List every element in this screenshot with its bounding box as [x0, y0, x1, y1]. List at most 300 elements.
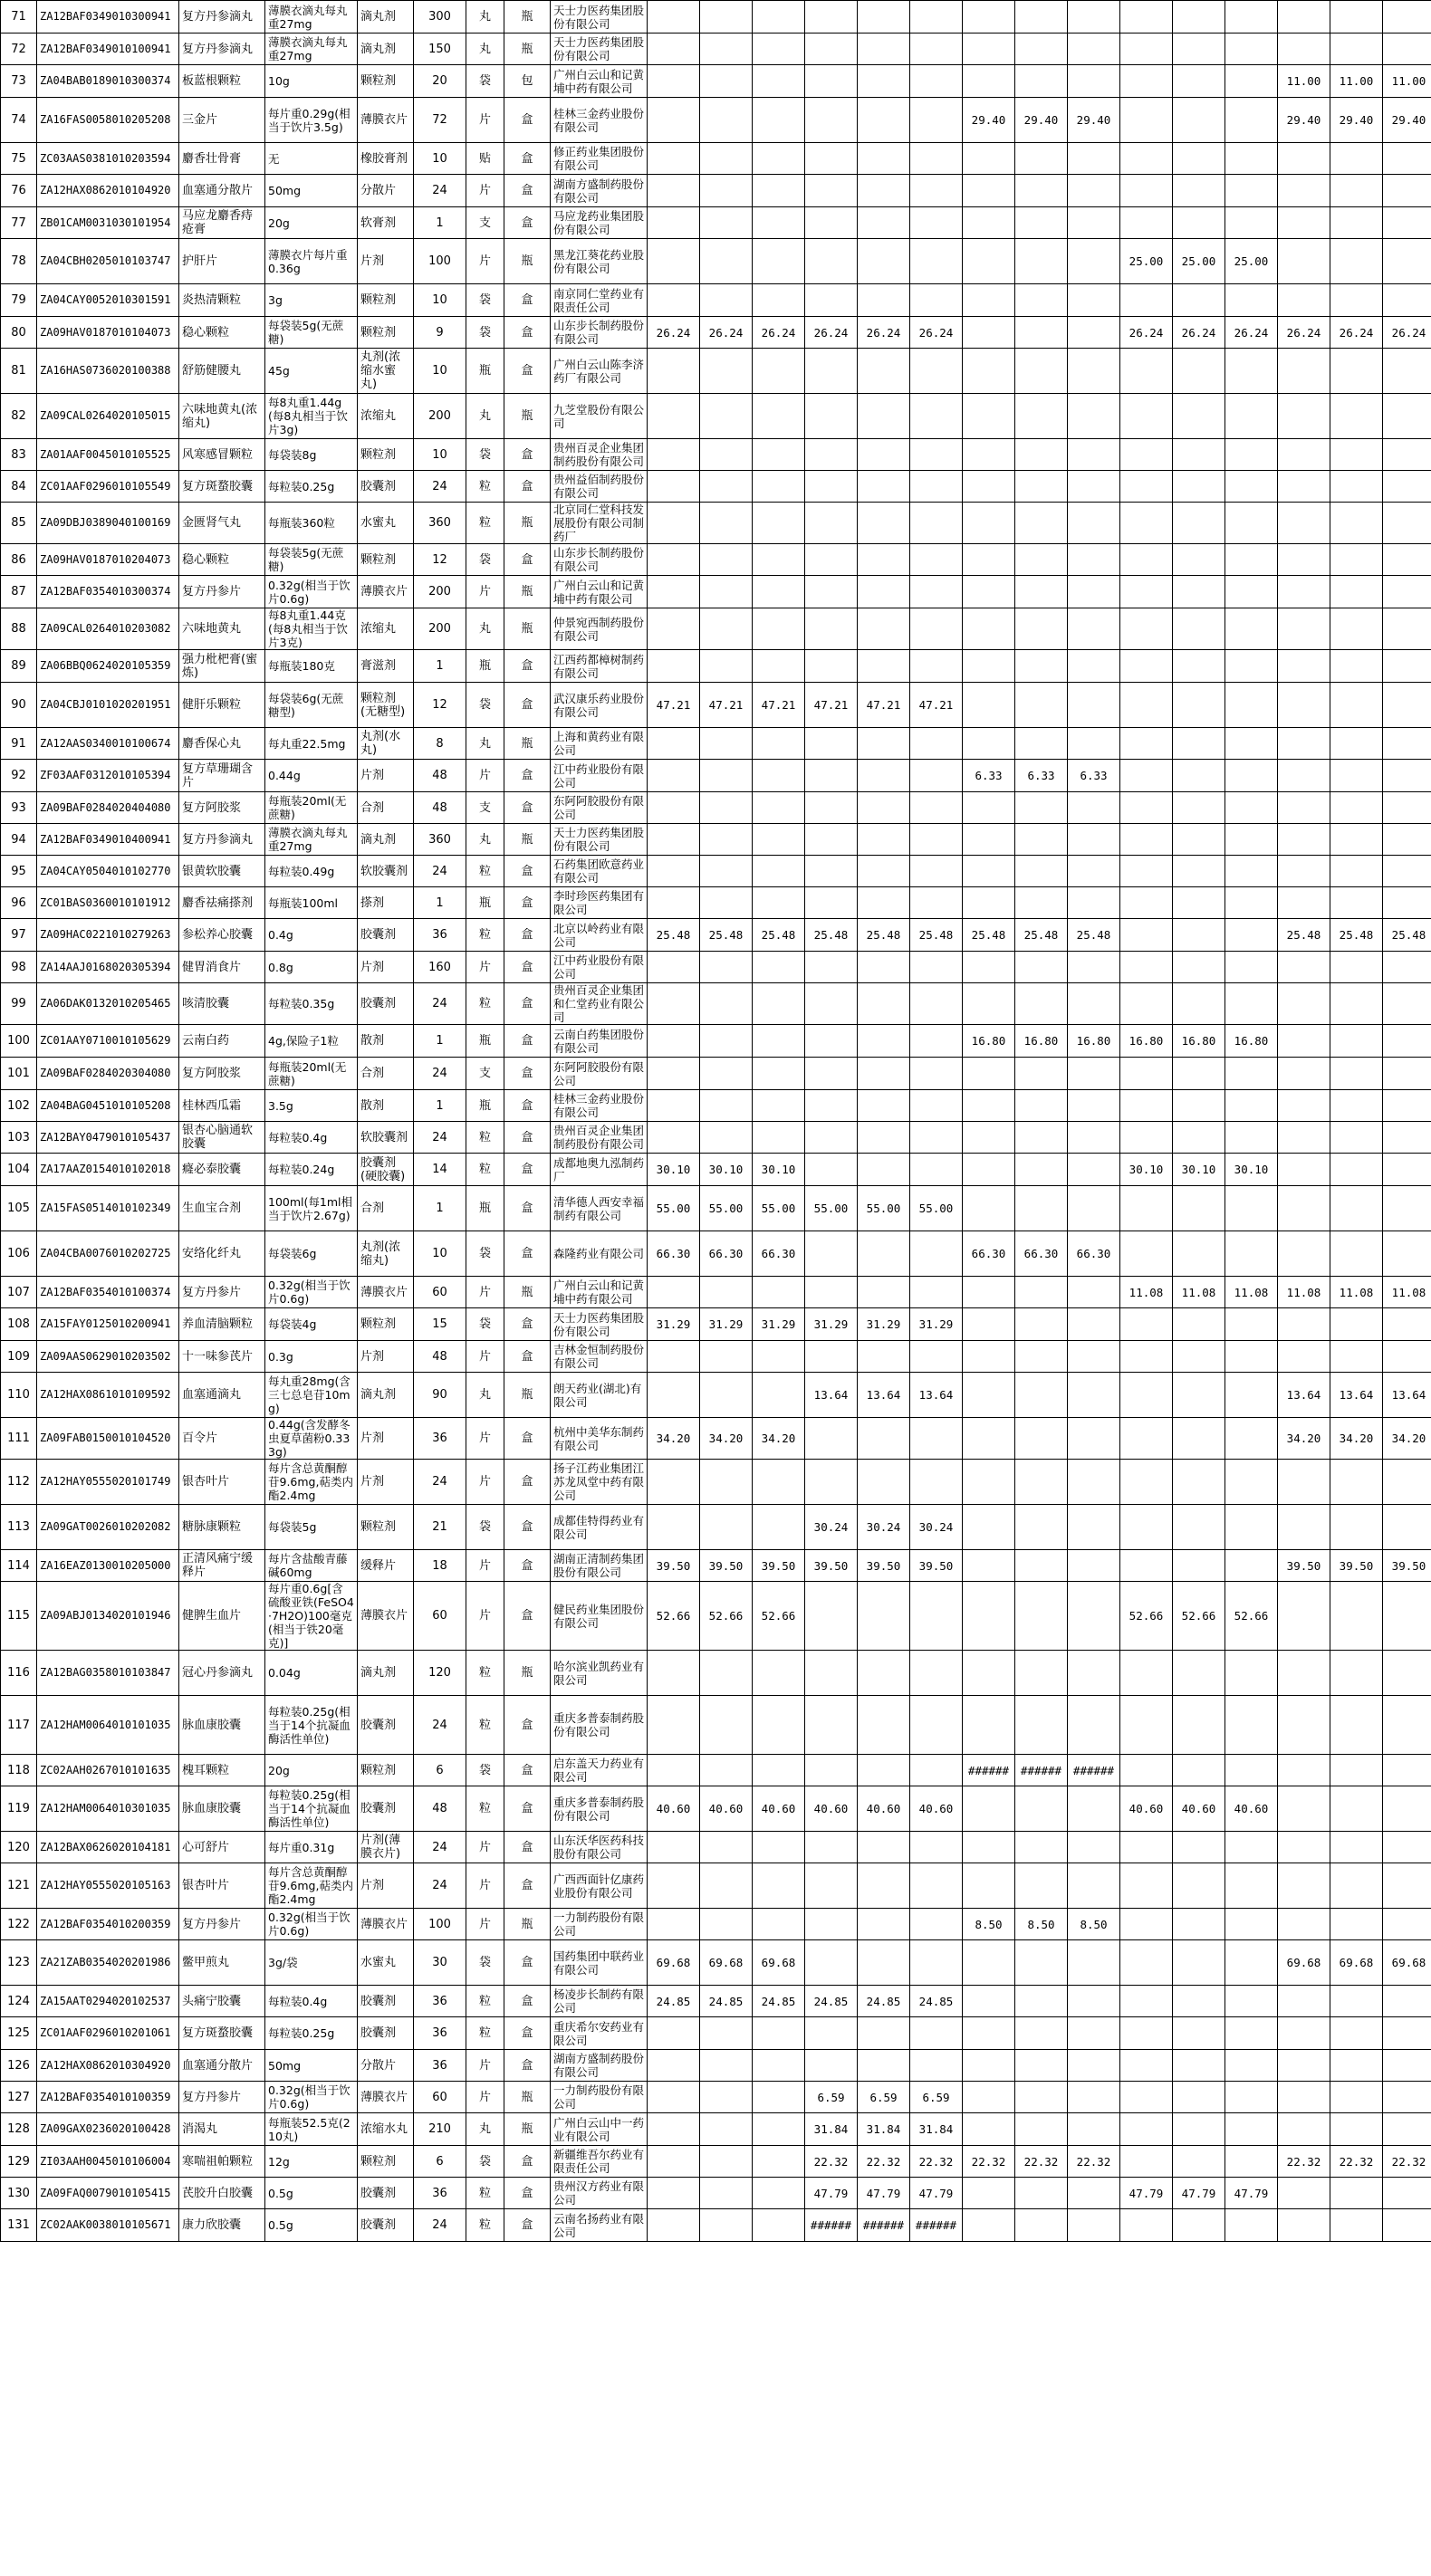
cell-price[interactable]: [1330, 1582, 1383, 1651]
cell-price[interactable]: [1068, 728, 1120, 760]
cell-price[interactable]: 52.66: [648, 1582, 700, 1651]
cell-price[interactable]: [963, 683, 1015, 728]
cell-price[interactable]: [805, 1025, 858, 1058]
cell-form[interactable]: 片剂: [358, 239, 414, 284]
cell-count[interactable]: 60: [414, 1277, 466, 1308]
cell-price[interactable]: 66.30: [1068, 1231, 1120, 1277]
cell-price[interactable]: 26.24: [1278, 317, 1330, 349]
cell-price[interactable]: [1278, 1909, 1330, 1940]
cell-form[interactable]: 滴丸剂: [358, 1651, 414, 1696]
cell-price[interactable]: [648, 1122, 700, 1154]
cell-price[interactable]: [1383, 1651, 1431, 1696]
cell-code[interactable]: ZI03AAH0045010106004: [37, 2146, 179, 2178]
cell-price[interactable]: [1015, 1550, 1068, 1582]
cell-price[interactable]: [1015, 1418, 1068, 1460]
cell-price[interactable]: [1278, 576, 1330, 608]
cell-price[interactable]: [963, 887, 1015, 919]
cell-form[interactable]: 滴丸剂: [358, 824, 414, 856]
cell-price[interactable]: [1120, 1505, 1173, 1550]
cell-price[interactable]: [1173, 728, 1225, 760]
cell-maker[interactable]: 湖南方盛制药股份有限公司: [551, 175, 648, 207]
cell-seq[interactable]: 125: [1, 2017, 37, 2050]
cell-name[interactable]: 血塞通分散片: [179, 2050, 265, 2082]
cell-name[interactable]: 三金片: [179, 98, 265, 143]
cell-name[interactable]: 冠心丹参滴丸: [179, 1651, 265, 1696]
cell-price[interactable]: [1225, 1, 1278, 34]
cell-price[interactable]: 30.24: [805, 1505, 858, 1550]
cell-price[interactable]: [648, 2178, 700, 2209]
cell-price[interactable]: [963, 1186, 1015, 1231]
cell-price[interactable]: [753, 1651, 805, 1696]
cell-maker[interactable]: 广西西面针亿康药业股份有限公司: [551, 1863, 648, 1909]
cell-name[interactable]: 健脾生血片: [179, 1582, 265, 1651]
cell-price[interactable]: [910, 1909, 963, 1940]
cell-price[interactable]: [1278, 175, 1330, 207]
cell-price[interactable]: [1383, 683, 1431, 728]
cell-price[interactable]: [1330, 1186, 1383, 1231]
cell-spec[interactable]: 45g: [265, 349, 358, 394]
cell-seq[interactable]: 82: [1, 394, 37, 439]
cell-price[interactable]: [858, 1, 910, 34]
cell-count[interactable]: 36: [414, 2050, 466, 2082]
cell-name[interactable]: 健肝乐颗粒: [179, 683, 265, 728]
cell-form[interactable]: 片剂: [358, 952, 414, 983]
cell-maker[interactable]: 仲景宛西制药股份有限公司: [551, 608, 648, 650]
cell-price[interactable]: [963, 2113, 1015, 2146]
cell-pack[interactable]: 盒: [504, 1505, 551, 1550]
cell-maker[interactable]: 成都佳特得药业有限公司: [551, 1505, 648, 1550]
cell-maker[interactable]: 北京同仁堂科技发展股份有限公司制药厂: [551, 503, 648, 544]
cell-name[interactable]: 马应龙麝香痔疮膏: [179, 207, 265, 239]
cell-price[interactable]: [805, 503, 858, 544]
cell-pack[interactable]: 盒: [504, 207, 551, 239]
cell-pack[interactable]: 盒: [504, 1122, 551, 1154]
cell-form[interactable]: 丸剂(浓缩水蜜丸): [358, 349, 414, 394]
cell-maker[interactable]: 广州白云山中一药业有限公司: [551, 2113, 648, 2146]
cell-unit[interactable]: 支: [466, 207, 504, 239]
cell-count[interactable]: 24: [414, 175, 466, 207]
cell-price[interactable]: [753, 1341, 805, 1373]
cell-price[interactable]: [648, 1651, 700, 1696]
cell-seq[interactable]: 77: [1, 207, 37, 239]
cell-maker[interactable]: 贵州百灵企业集团制药股份有限公司: [551, 439, 648, 471]
cell-price[interactable]: [700, 1909, 753, 1940]
cell-code[interactable]: ZA09DBJ0389040100169: [37, 503, 179, 544]
cell-price[interactable]: [1015, 1090, 1068, 1122]
cell-price[interactable]: 26.24: [1383, 317, 1431, 349]
cell-price[interactable]: [858, 1341, 910, 1373]
cell-form[interactable]: 水蜜丸: [358, 1940, 414, 1986]
cell-price[interactable]: [1173, 683, 1225, 728]
cell-price[interactable]: [1173, 824, 1225, 856]
cell-price[interactable]: [1068, 792, 1120, 824]
cell-price[interactable]: [1278, 983, 1330, 1025]
cell-price[interactable]: [910, 887, 963, 919]
cell-price[interactable]: [1120, 2017, 1173, 2050]
cell-price[interactable]: [805, 1418, 858, 1460]
cell-price[interactable]: [963, 1373, 1015, 1418]
cell-price[interactable]: [910, 544, 963, 576]
cell-price[interactable]: [1330, 2209, 1383, 2242]
cell-pack[interactable]: 盒: [504, 683, 551, 728]
cell-price[interactable]: [1173, 34, 1225, 65]
cell-price[interactable]: [1225, 349, 1278, 394]
cell-maker[interactable]: 修正药业集团股份有限公司: [551, 143, 648, 175]
cell-price[interactable]: [753, 728, 805, 760]
cell-price[interactable]: 22.32: [963, 2146, 1015, 2178]
cell-seq[interactable]: 71: [1, 1, 37, 34]
cell-price[interactable]: [805, 608, 858, 650]
cell-price[interactable]: [1015, 284, 1068, 317]
cell-price[interactable]: 69.68: [1330, 1940, 1383, 1986]
cell-price[interactable]: [1383, 1786, 1431, 1832]
cell-code[interactable]: ZF03AAF0312010105394: [37, 760, 179, 792]
cell-price[interactable]: [1068, 1460, 1120, 1505]
cell-price[interactable]: [1278, 1651, 1330, 1696]
cell-count[interactable]: 100: [414, 1909, 466, 1940]
cell-price[interactable]: [1173, 1308, 1225, 1341]
cell-price[interactable]: [805, 824, 858, 856]
cell-price[interactable]: 25.48: [910, 919, 963, 952]
cell-price[interactable]: [858, 439, 910, 471]
cell-price[interactable]: 69.68: [1278, 1940, 1330, 1986]
cell-name[interactable]: 银杏心脑通软胶囊: [179, 1122, 265, 1154]
cell-name[interactable]: 金匮肾气丸: [179, 503, 265, 544]
cell-price[interactable]: [1278, 1341, 1330, 1373]
cell-price[interactable]: [1173, 1986, 1225, 2017]
cell-form[interactable]: 浓缩丸: [358, 608, 414, 650]
cell-price[interactable]: [805, 1, 858, 34]
cell-price[interactable]: [1330, 2178, 1383, 2209]
cell-price[interactable]: [1278, 1231, 1330, 1277]
cell-price[interactable]: [1225, 1651, 1278, 1696]
cell-code[interactable]: ZA12HAM0064010101035: [37, 1696, 179, 1755]
cell-form[interactable]: 薄膜衣片: [358, 1277, 414, 1308]
cell-price[interactable]: [1173, 576, 1225, 608]
cell-price[interactable]: [648, 1863, 700, 1909]
cell-price[interactable]: [858, 143, 910, 175]
cell-price[interactable]: [753, 576, 805, 608]
cell-maker[interactable]: 重庆多普泰制药股份有限公司: [551, 1696, 648, 1755]
cell-name[interactable]: 银黄软胶囊: [179, 856, 265, 887]
cell-price[interactable]: [1015, 1696, 1068, 1755]
cell-form[interactable]: 滴丸剂: [358, 1, 414, 34]
cell-unit[interactable]: 粒: [466, 2209, 504, 2242]
cell-price[interactable]: [1173, 2146, 1225, 2178]
cell-price[interactable]: [910, 1651, 963, 1696]
cell-price[interactable]: [700, 887, 753, 919]
cell-count[interactable]: 21: [414, 1505, 466, 1550]
cell-price[interactable]: [910, 284, 963, 317]
cell-unit[interactable]: 瓶: [466, 1025, 504, 1058]
cell-count[interactable]: 6: [414, 1755, 466, 1786]
cell-price[interactable]: [1015, 34, 1068, 65]
cell-spec[interactable]: 0.5g: [265, 2178, 358, 2209]
cell-maker[interactable]: 湖南正清制药集团股份有限公司: [551, 1550, 648, 1582]
cell-seq[interactable]: 83: [1, 439, 37, 471]
cell-price[interactable]: [648, 207, 700, 239]
cell-maker[interactable]: 森隆药业有限公司: [551, 1231, 648, 1277]
cell-price[interactable]: [1120, 98, 1173, 143]
cell-price[interactable]: [1120, 394, 1173, 439]
cell-price[interactable]: [1330, 2050, 1383, 2082]
cell-maker[interactable]: 桂林三金药业股份有限公司: [551, 98, 648, 143]
cell-price[interactable]: [805, 2050, 858, 2082]
cell-price[interactable]: [1278, 792, 1330, 824]
cell-price[interactable]: 24.85: [858, 1986, 910, 2017]
cell-code[interactable]: ZA12HAY0555020105163: [37, 1863, 179, 1909]
cell-price[interactable]: [648, 728, 700, 760]
cell-price[interactable]: [910, 207, 963, 239]
cell-price[interactable]: 31.29: [753, 1308, 805, 1341]
cell-price[interactable]: 16.80: [1068, 1025, 1120, 1058]
cell-price[interactable]: [1068, 2178, 1120, 2209]
cell-seq[interactable]: 120: [1, 1832, 37, 1863]
cell-form[interactable]: 薄膜衣片: [358, 576, 414, 608]
cell-pack[interactable]: 瓶: [504, 608, 551, 650]
cell-price[interactable]: 40.60: [648, 1786, 700, 1832]
cell-price[interactable]: 31.29: [700, 1308, 753, 1341]
cell-price[interactable]: ######: [1068, 1755, 1120, 1786]
cell-price[interactable]: [858, 824, 910, 856]
cell-name[interactable]: 麝香祛痛搽剂: [179, 887, 265, 919]
cell-pack[interactable]: 盒: [504, 1186, 551, 1231]
cell-price[interactable]: [1330, 1341, 1383, 1373]
cell-price[interactable]: [963, 239, 1015, 284]
cell-price[interactable]: [1015, 544, 1068, 576]
cell-price[interactable]: 30.10: [648, 1154, 700, 1186]
cell-maker[interactable]: 武汉康乐药业股份有限公司: [551, 683, 648, 728]
cell-count[interactable]: 1: [414, 650, 466, 683]
cell-unit[interactable]: 片: [466, 2050, 504, 2082]
cell-price[interactable]: 16.80: [1120, 1025, 1173, 1058]
cell-pack[interactable]: 盒: [504, 792, 551, 824]
cell-price[interactable]: 55.00: [910, 1186, 963, 1231]
cell-count[interactable]: 8: [414, 728, 466, 760]
cell-price[interactable]: [1015, 1, 1068, 34]
cell-price[interactable]: [910, 1418, 963, 1460]
cell-count[interactable]: 24: [414, 856, 466, 887]
cell-unit[interactable]: 粒: [466, 919, 504, 952]
cell-form[interactable]: 颗粒剂(无糖型): [358, 683, 414, 728]
cell-form[interactable]: 片剂: [358, 760, 414, 792]
cell-pack[interactable]: 盒: [504, 2050, 551, 2082]
cell-price[interactable]: [1173, 1696, 1225, 1755]
cell-price[interactable]: [1015, 1341, 1068, 1373]
cell-form[interactable]: 分散片: [358, 2050, 414, 2082]
cell-price[interactable]: 47.79: [910, 2178, 963, 2209]
cell-code[interactable]: ZA09BAF0284020304080: [37, 1058, 179, 1090]
cell-price[interactable]: [1225, 2146, 1278, 2178]
cell-name[interactable]: 复方丹参片: [179, 2082, 265, 2113]
cell-price[interactable]: 52.66: [753, 1582, 805, 1651]
cell-pack[interactable]: 瓶: [504, 2082, 551, 2113]
cell-unit[interactable]: 片: [466, 576, 504, 608]
cell-name[interactable]: 复方丹参片: [179, 576, 265, 608]
cell-price[interactable]: 40.60: [805, 1786, 858, 1832]
cell-name[interactable]: 十一味参芪片: [179, 1341, 265, 1373]
cell-price[interactable]: 39.50: [753, 1550, 805, 1582]
cell-price[interactable]: [753, 887, 805, 919]
cell-price[interactable]: [805, 1696, 858, 1755]
cell-maker[interactable]: 天士力医药集团股份有限公司: [551, 1, 648, 34]
cell-form[interactable]: 胶囊剂: [358, 2178, 414, 2209]
cell-price[interactable]: [648, 824, 700, 856]
cell-price[interactable]: [963, 952, 1015, 983]
cell-price[interactable]: [858, 503, 910, 544]
cell-price[interactable]: 31.29: [910, 1308, 963, 1341]
cell-form[interactable]: 滴丸剂: [358, 34, 414, 65]
cell-price[interactable]: [1225, 1186, 1278, 1231]
cell-price[interactable]: [753, 2146, 805, 2178]
cell-count[interactable]: 200: [414, 608, 466, 650]
cell-name[interactable]: 糖脉康颗粒: [179, 1505, 265, 1550]
cell-count[interactable]: 36: [414, 1418, 466, 1460]
cell-price[interactable]: [1330, 471, 1383, 503]
cell-price[interactable]: [910, 856, 963, 887]
cell-name[interactable]: 百令片: [179, 1418, 265, 1460]
cell-price[interactable]: [910, 349, 963, 394]
cell-price[interactable]: [858, 952, 910, 983]
cell-price[interactable]: [1330, 544, 1383, 576]
cell-maker[interactable]: 国药集团中联药业有限公司: [551, 1940, 648, 1986]
cell-price[interactable]: [1383, 1025, 1431, 1058]
cell-price[interactable]: [1173, 284, 1225, 317]
cell-price[interactable]: [753, 65, 805, 98]
cell-pack[interactable]: 瓶: [504, 394, 551, 439]
cell-unit[interactable]: 片: [466, 760, 504, 792]
cell-price[interactable]: [1015, 65, 1068, 98]
cell-seq[interactable]: 78: [1, 239, 37, 284]
cell-price[interactable]: [858, 1940, 910, 1986]
cell-price[interactable]: [700, 1460, 753, 1505]
cell-price[interactable]: 25.48: [963, 919, 1015, 952]
cell-price[interactable]: 16.80: [1015, 1025, 1068, 1058]
cell-name[interactable]: 复方丹参滴丸: [179, 1, 265, 34]
cell-name[interactable]: 癃必泰胶囊: [179, 1154, 265, 1186]
cell-price[interactable]: 30.10: [753, 1154, 805, 1186]
cell-price[interactable]: [858, 2050, 910, 2082]
cell-price[interactable]: [700, 2178, 753, 2209]
cell-count[interactable]: 60: [414, 1582, 466, 1651]
cell-price[interactable]: 13.64: [1330, 1373, 1383, 1418]
cell-price[interactable]: [1173, 2113, 1225, 2146]
cell-unit[interactable]: 片: [466, 1909, 504, 1940]
cell-price[interactable]: [963, 983, 1015, 1025]
cell-pack[interactable]: 包: [504, 65, 551, 98]
cell-price[interactable]: [1225, 1341, 1278, 1373]
cell-price[interactable]: ######: [858, 2209, 910, 2242]
cell-price[interactable]: [1120, 1418, 1173, 1460]
cell-unit[interactable]: 片: [466, 175, 504, 207]
cell-price[interactable]: [648, 284, 700, 317]
cell-price[interactable]: [910, 2050, 963, 2082]
cell-price[interactable]: 22.32: [1068, 2146, 1120, 2178]
cell-price[interactable]: [1015, 239, 1068, 284]
cell-price[interactable]: [1173, 471, 1225, 503]
cell-name[interactable]: 复方阿胶浆: [179, 1058, 265, 1090]
cell-pack[interactable]: 盒: [504, 1986, 551, 2017]
cell-price[interactable]: 47.21: [753, 683, 805, 728]
cell-price[interactable]: [910, 1122, 963, 1154]
cell-unit[interactable]: 粒: [466, 1651, 504, 1696]
cell-unit[interactable]: 粒: [466, 1786, 504, 1832]
cell-form[interactable]: 片剂: [358, 1863, 414, 1909]
cell-seq[interactable]: 119: [1, 1786, 37, 1832]
cell-price[interactable]: ######: [910, 2209, 963, 2242]
cell-name[interactable]: 复方斑蝥胶囊: [179, 2017, 265, 2050]
cell-name[interactable]: 稳心颗粒: [179, 544, 265, 576]
cell-price[interactable]: [858, 792, 910, 824]
cell-price[interactable]: 8.50: [1068, 1909, 1120, 1940]
cell-price[interactable]: [1278, 1755, 1330, 1786]
cell-price[interactable]: [700, 2017, 753, 2050]
cell-price[interactable]: 22.32: [1015, 2146, 1068, 2178]
cell-price[interactable]: [753, 1, 805, 34]
cell-count[interactable]: 36: [414, 1986, 466, 2017]
cell-price[interactable]: [700, 503, 753, 544]
cell-pack[interactable]: 瓶: [504, 1373, 551, 1418]
cell-price[interactable]: 25.48: [858, 919, 910, 952]
cell-price[interactable]: [1120, 175, 1173, 207]
cell-name[interactable]: 护肝片: [179, 239, 265, 284]
cell-price[interactable]: [1330, 2082, 1383, 2113]
cell-unit[interactable]: 支: [466, 792, 504, 824]
cell-count[interactable]: 15: [414, 1308, 466, 1341]
cell-price[interactable]: [1015, 175, 1068, 207]
cell-price[interactable]: [1120, 983, 1173, 1025]
cell-name[interactable]: 麝香保心丸: [179, 728, 265, 760]
cell-pack[interactable]: 盒: [504, 1231, 551, 1277]
cell-count[interactable]: 24: [414, 983, 466, 1025]
cell-price[interactable]: [1015, 1651, 1068, 1696]
cell-pack[interactable]: 盒: [504, 1696, 551, 1755]
cell-price[interactable]: 55.00: [753, 1186, 805, 1231]
cell-form[interactable]: 颗粒剂: [358, 544, 414, 576]
cell-price[interactable]: 13.64: [1278, 1373, 1330, 1418]
cell-unit[interactable]: 袋: [466, 683, 504, 728]
cell-price[interactable]: [1225, 1863, 1278, 1909]
cell-unit[interactable]: 片: [466, 98, 504, 143]
cell-price[interactable]: [1068, 1154, 1120, 1186]
cell-price[interactable]: [963, 1058, 1015, 1090]
cell-price[interactable]: [1015, 2050, 1068, 2082]
cell-price[interactable]: [1278, 952, 1330, 983]
cell-price[interactable]: [1015, 349, 1068, 394]
cell-seq[interactable]: 84: [1, 471, 37, 503]
cell-price[interactable]: [1173, 439, 1225, 471]
cell-unit[interactable]: 瓶: [466, 650, 504, 683]
cell-price[interactable]: [700, 1, 753, 34]
cell-price[interactable]: [1383, 1308, 1431, 1341]
cell-price[interactable]: 24.85: [700, 1986, 753, 2017]
cell-price[interactable]: [910, 503, 963, 544]
cell-code[interactable]: ZA12BAY0479010105437: [37, 1122, 179, 1154]
cell-price[interactable]: [1068, 471, 1120, 503]
cell-price[interactable]: [700, 65, 753, 98]
cell-price[interactable]: [910, 143, 963, 175]
cell-price[interactable]: [1068, 2209, 1120, 2242]
cell-price[interactable]: [1173, 1909, 1225, 1940]
cell-name[interactable]: 消渴丸: [179, 2113, 265, 2146]
cell-price[interactable]: [1015, 439, 1068, 471]
cell-name[interactable]: 正清风痛宁缓释片: [179, 1550, 265, 1582]
cell-price[interactable]: [753, 1025, 805, 1058]
cell-price[interactable]: [648, 1505, 700, 1550]
cell-seq[interactable]: 88: [1, 608, 37, 650]
cell-form[interactable]: 片剂: [358, 1418, 414, 1460]
cell-pack[interactable]: 盒: [504, 98, 551, 143]
